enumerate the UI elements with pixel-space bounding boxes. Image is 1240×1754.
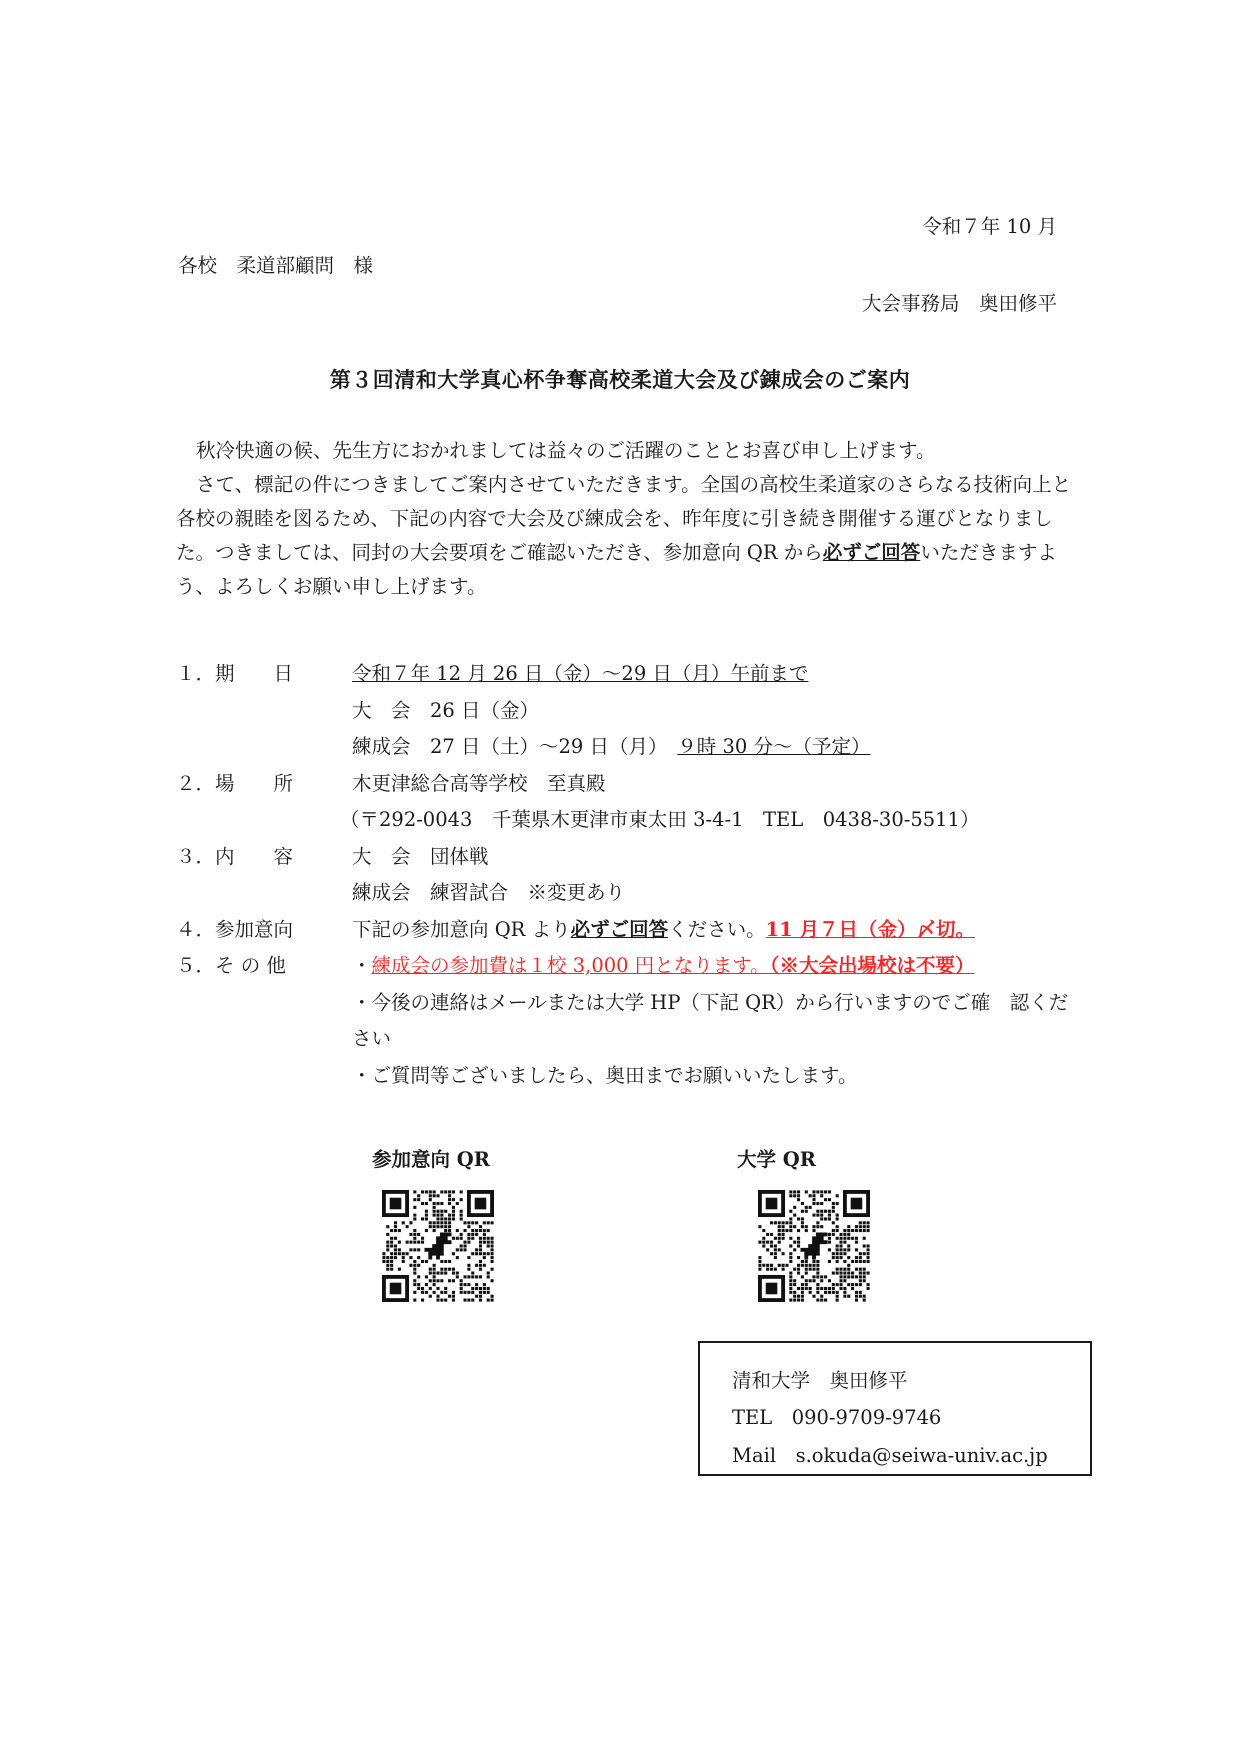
- item-intent: [352, 912, 975, 949]
- body-paragraph-2-end: いただきますよう、よろしくお願い申し上げます。: [176, 541, 1057, 598]
- contact-mail: Mail s.okuda@seiwa-univ.ac.jp: [732, 1444, 1048, 1467]
- item-other-3: ・ご質問等ございましたら、奥田までお願いいたします。: [352, 1063, 858, 1087]
- item-date-training: [352, 729, 871, 766]
- document-title: 第３回清和大学真心杯争奪高校柔道大会及び錬成会のご案内: [329, 367, 911, 392]
- item-label-intent: ４．参加意向: [176, 917, 294, 941]
- list-item: [176, 875, 1076, 912]
- body-text: [176, 434, 1076, 604]
- item-date-main: 令和７年 12 月 26 日（金）～29 日（月）午前まで: [352, 662, 809, 685]
- list-item: [176, 948, 1076, 985]
- item-other-1-bullet: ・: [352, 954, 372, 977]
- item-other-1-text: 練成会の参加費は１校 3,000 円となります。: [371, 954, 770, 977]
- qr-univ-label: 大学 QR: [737, 1148, 816, 1171]
- item-intent-text: 下記の参加意向 QR より: [352, 917, 571, 941]
- item-intent-emphasis: 必ずご回答: [570, 917, 669, 941]
- qr-code-intent[interactable]: [382, 1190, 494, 1302]
- item-content-training: 練成会 練習試合 ※変更あり: [352, 881, 626, 904]
- item-other-1-note: （※大会出場校は不要）: [769, 954, 975, 977]
- contact-tel: TEL 090-9709-9746: [732, 1406, 942, 1429]
- body-paragraph-1: 秋冷快適の候、先生方におかれましては益々のご活躍のこととお喜び申し上げます。: [196, 439, 936, 462]
- list-item: [176, 693, 1076, 730]
- body-emphasis: 必ずご回答: [822, 541, 921, 564]
- sender: 大会事務局 奥田修平: [861, 292, 1057, 315]
- list-item: [176, 985, 1076, 1058]
- item-label-date: １．期 日: [176, 662, 294, 685]
- item-date-time: ９時 30 分～（予定）: [677, 735, 871, 758]
- body-paragraph-2-text: さて、標記の件につきましてご案内させていただきます。全国の高校生柔道家のさらなる技術向上と各校の親睦を図るため、下記の内容で大会及び練成会を、昨年度に引き続き開催する運びとなりました。つきましては、同封の大会要項をご確認いただき、参加意向 QR から: [176, 473, 1072, 564]
- list-item: [176, 656, 1076, 693]
- addressee: 各校 柔道部顧問 様: [178, 254, 374, 277]
- contact-name: 清和大学 奥田修平: [732, 1369, 908, 1392]
- list-item: [176, 839, 1076, 876]
- item-label-other: ５．そ の 他: [176, 954, 286, 977]
- item-content-tournament: 大 会 団体戦: [352, 844, 489, 868]
- item-label-content: ３．内 容: [176, 844, 294, 868]
- list-item: [176, 766, 1076, 803]
- body-paragraph-2: [176, 468, 1076, 604]
- item-place-name: 木更津総合高等学校 至真殿: [352, 771, 606, 795]
- list-item: [176, 912, 1076, 949]
- item-other-2: ・今後の連絡はメールまたは大学 HP（下記 QR）から行いますのでご確 認ください: [352, 990, 1069, 1050]
- item-place-address: （〒292-0043 千葉県木更津市東太田 3-4-1 TEL 0438-30-5511）: [340, 808, 980, 831]
- item-intent-text-end: ください。: [668, 917, 766, 941]
- item-label-place: ２．場 所: [176, 771, 294, 795]
- item-date-training-text: 練成会 27 日（土）～29 日（月）: [352, 735, 678, 758]
- item-other-1: [352, 948, 974, 985]
- qr-code-university[interactable]: [758, 1190, 870, 1302]
- contact-box: [698, 1341, 1092, 1476]
- document-date: 令和７年 10 月: [922, 215, 1057, 238]
- qr-intent-label: 参加意向 QR: [372, 1148, 490, 1171]
- list-item: [176, 1058, 1076, 1095]
- list-item: [176, 802, 1076, 839]
- list-item: [176, 729, 1076, 766]
- item-date-tournament: 大 会 26 日（金）: [352, 698, 540, 722]
- item-intent-deadline: 11 月７日（金）〆切。: [765, 917, 976, 941]
- details-list: [176, 656, 1076, 1094]
